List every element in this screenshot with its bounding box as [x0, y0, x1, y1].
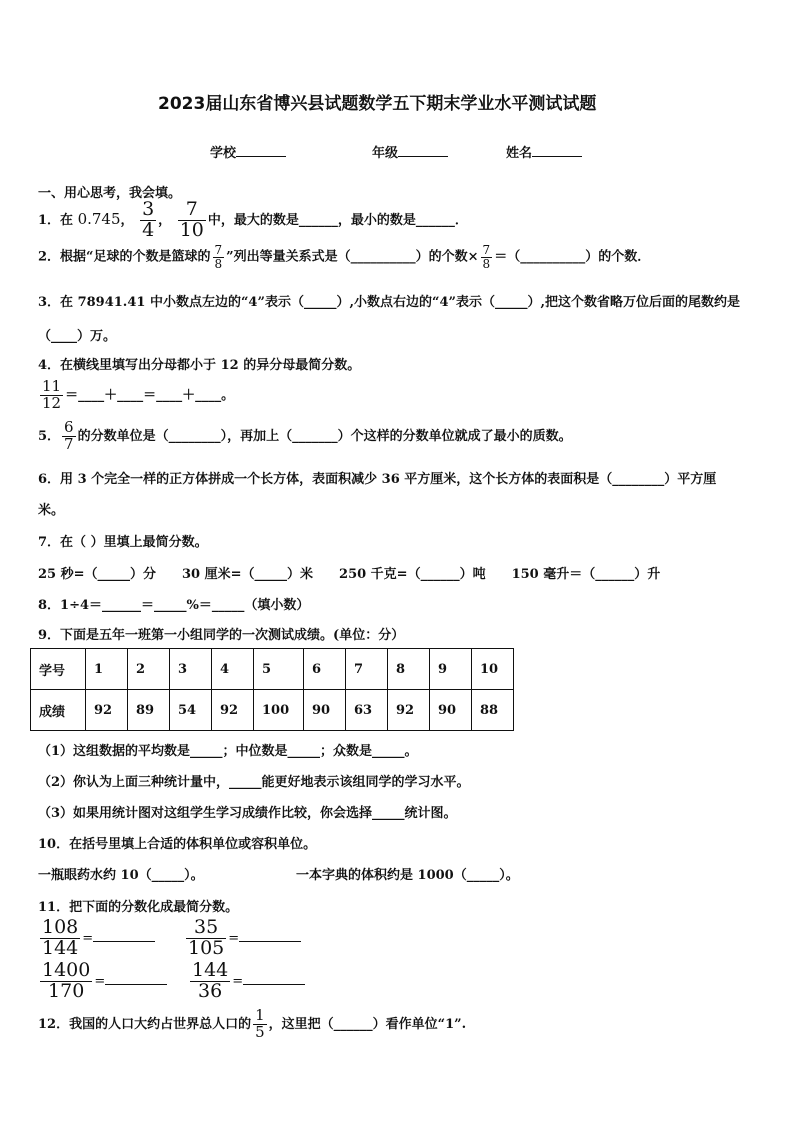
- table-cell: 88: [472, 690, 514, 731]
- question-9-sub2: （2）你认为上面三种统计量中，_____能更好地表示该组同学的学习水平。: [38, 775, 470, 790]
- fraction: $\frac{7}{8}$: [214, 243, 223, 271]
- table-cell: 学号: [31, 649, 86, 690]
- fraction: $\frac{1}{5}$: [255, 1006, 265, 1041]
- question-5: 5． $\frac{6}{7}$ 的分数单位是（________），再加上（_______）个这样的分数单位就成了最小的质数。: [38, 418, 572, 453]
- question-6: 6．用 3 个完全一样的正方体拼成一个长方体，表面积减少 36 平方厘米，这个长方体的表面积是（________）平方厘: [38, 472, 717, 487]
- question-11: 11．把下面的分数化成最简分数。: [38, 900, 239, 915]
- question-7: 7．在（ ）里填上最简分数。: [38, 535, 208, 550]
- question-2: 2．根据“足球的个数是篮球的 $\frac{7}{8}$ ”列出等量关系式是（__________）的个数× $\frac{7}{8}$ ＝（__________）的个数．: [38, 243, 651, 271]
- question-4: 4．在横线里填写出分母都小于 12 的异分母最简分数。: [38, 358, 361, 373]
- table-row: [31, 690, 514, 731]
- table-cell: 8: [388, 649, 430, 690]
- question-10: 10．在括号里填上合适的体积单位或容积单位。: [38, 837, 317, 852]
- fraction: $\frac{3}{4}$: [142, 198, 155, 241]
- question-3: 3．在 78941.41 中小数点左边的“4”表示（_____）,小数点右边的“4”表示（_____）,把这个数省略万位后面的尾数约是: [38, 295, 740, 310]
- fraction: $\frac{6}{7}$: [64, 418, 74, 453]
- question-4-expr: $\frac{11}{12}$ ＝____＋____＝____＋____。: [42, 377, 235, 412]
- table-cell: 3: [170, 649, 212, 690]
- fraction: $\frac{1400}{170}$: [42, 959, 91, 1002]
- table-cell: 89: [128, 690, 170, 731]
- question-11-item: $\frac{35}{105}$ =: [184, 918, 301, 959]
- table-cell: 92: [388, 690, 430, 731]
- table-cell: 10: [472, 649, 514, 690]
- table-cell: 90: [304, 690, 346, 731]
- question-11-item: $\frac{1400}{170}$ =: [38, 961, 167, 1002]
- table-cell: 54: [170, 690, 212, 731]
- page-title: 2023届山东省博兴县试题数学五下期末学业水平测试试题: [158, 94, 597, 114]
- question-10-b: 一本字典的体积约是 1000（_____）。: [296, 868, 519, 883]
- question-9: 9．下面是五年一班第一小组同学的一次测试成绩。(单位：分）: [38, 628, 405, 643]
- question-10-a: 一瓶眼药水约 10（_____）。: [38, 868, 204, 883]
- fraction: $\frac{7}{10}$: [179, 198, 204, 241]
- table-cell: 5: [254, 649, 304, 690]
- fraction: $\frac{144}{36}$: [192, 959, 229, 1002]
- table-cell: 63: [346, 690, 388, 731]
- question-6-cont: 米。: [38, 503, 65, 518]
- name-field: [506, 142, 582, 161]
- decimal-value: 0.745: [77, 209, 121, 228]
- grade-label: 年级: [372, 146, 399, 161]
- table-cell: 9: [430, 649, 472, 690]
- table-cell: 7: [346, 649, 388, 690]
- question-12: 12．我国的人口大约占世界总人口的 $\frac{1}{5}$ ，这里把（______）看作单位“1”.: [38, 1006, 467, 1041]
- question-1: 1．在 0.745， $\frac{3}{4}$ ， $\frac{7}{10}$ 中，最大的数是______，最小的数是______．: [38, 198, 468, 241]
- score-table: [30, 648, 514, 731]
- fraction: $\frac{11}{12}$: [42, 377, 62, 412]
- school-label: 学校: [210, 146, 237, 161]
- question-11-item: $\frac{144}{36}$ =: [188, 961, 305, 1002]
- table-cell: 成绩: [31, 690, 86, 731]
- table-row: [31, 649, 514, 690]
- question-8: 8．1÷4＝______＝_____%＝_____（填小数）: [38, 598, 310, 613]
- table-cell: 92: [86, 690, 128, 731]
- table-cell: 6: [304, 649, 346, 690]
- table-cell: 1: [86, 649, 128, 690]
- fraction: $\frac{108}{144}$: [42, 916, 79, 959]
- table-cell: 100: [254, 690, 304, 731]
- table-cell: 90: [430, 690, 472, 731]
- question-7-items: 25 秒=（_____）分 30 厘米=（_____）米 250 千克=（______）吨 150 毫升＝（______）升: [38, 567, 661, 582]
- name-label: 姓名: [506, 146, 533, 161]
- section-heading: 一、用心思考，我会填。: [38, 186, 182, 201]
- question-9-sub3: （3）如果用统计图对这组学生学习成绩作比较，你会选择_____统计图。: [38, 806, 457, 821]
- table-cell: 92: [212, 690, 254, 731]
- question-11-item: $\frac{108}{144}$ =: [38, 918, 155, 959]
- question-9-sub1: （1）这组数据的平均数是_____；中位数是_____；众数是_____。: [38, 744, 418, 759]
- grade-field: [372, 142, 448, 161]
- question-3-cont: （____）万。: [38, 329, 117, 344]
- table-cell: 2: [128, 649, 170, 690]
- table-cell: 4: [212, 649, 254, 690]
- fraction: $\frac{7}{8}$: [482, 243, 491, 271]
- fraction: $\frac{35}{105}$: [188, 916, 225, 959]
- school-field: [210, 142, 286, 161]
